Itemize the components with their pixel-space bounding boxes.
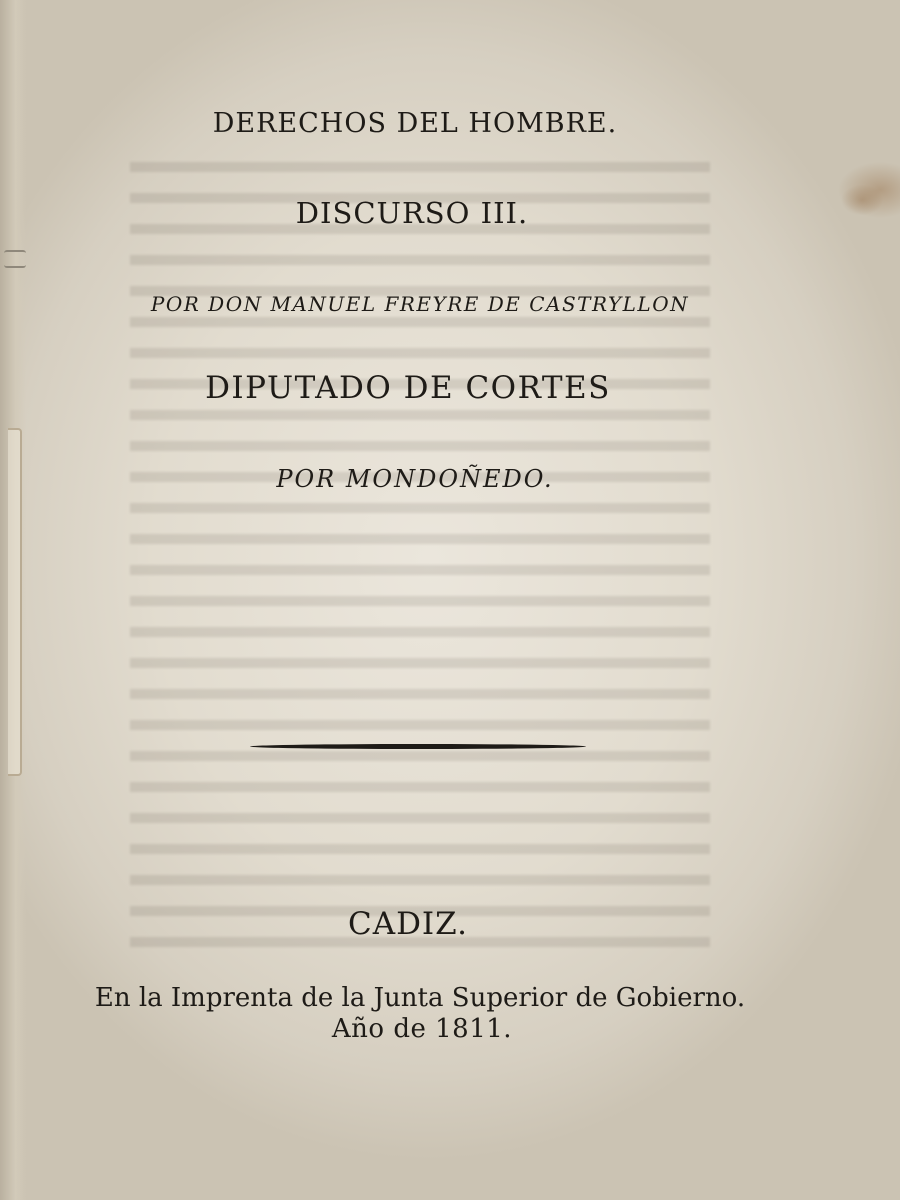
decorative-rule [250, 744, 586, 749]
author-position: DIPUTADO DE CORTES [205, 370, 611, 406]
imprint-city: CADIZ. [347, 906, 469, 942]
bleed-through-text [130, 150, 710, 960]
page-title: DERECHOS DEL HOMBRE. [212, 108, 618, 139]
binding-stitch [4, 250, 26, 268]
imprint-printer: En la Imprenta de la Junta Superior de Gobierno. [94, 983, 746, 1013]
imprint-year: Año de 1811. [331, 1014, 513, 1044]
discourse-number: DISCURSO III. [295, 196, 529, 230]
constituency: POR MONDOÑEDO. [276, 465, 554, 493]
author-line: POR DON MANUEL FREYRE DE CASTRYLLON [150, 292, 690, 316]
